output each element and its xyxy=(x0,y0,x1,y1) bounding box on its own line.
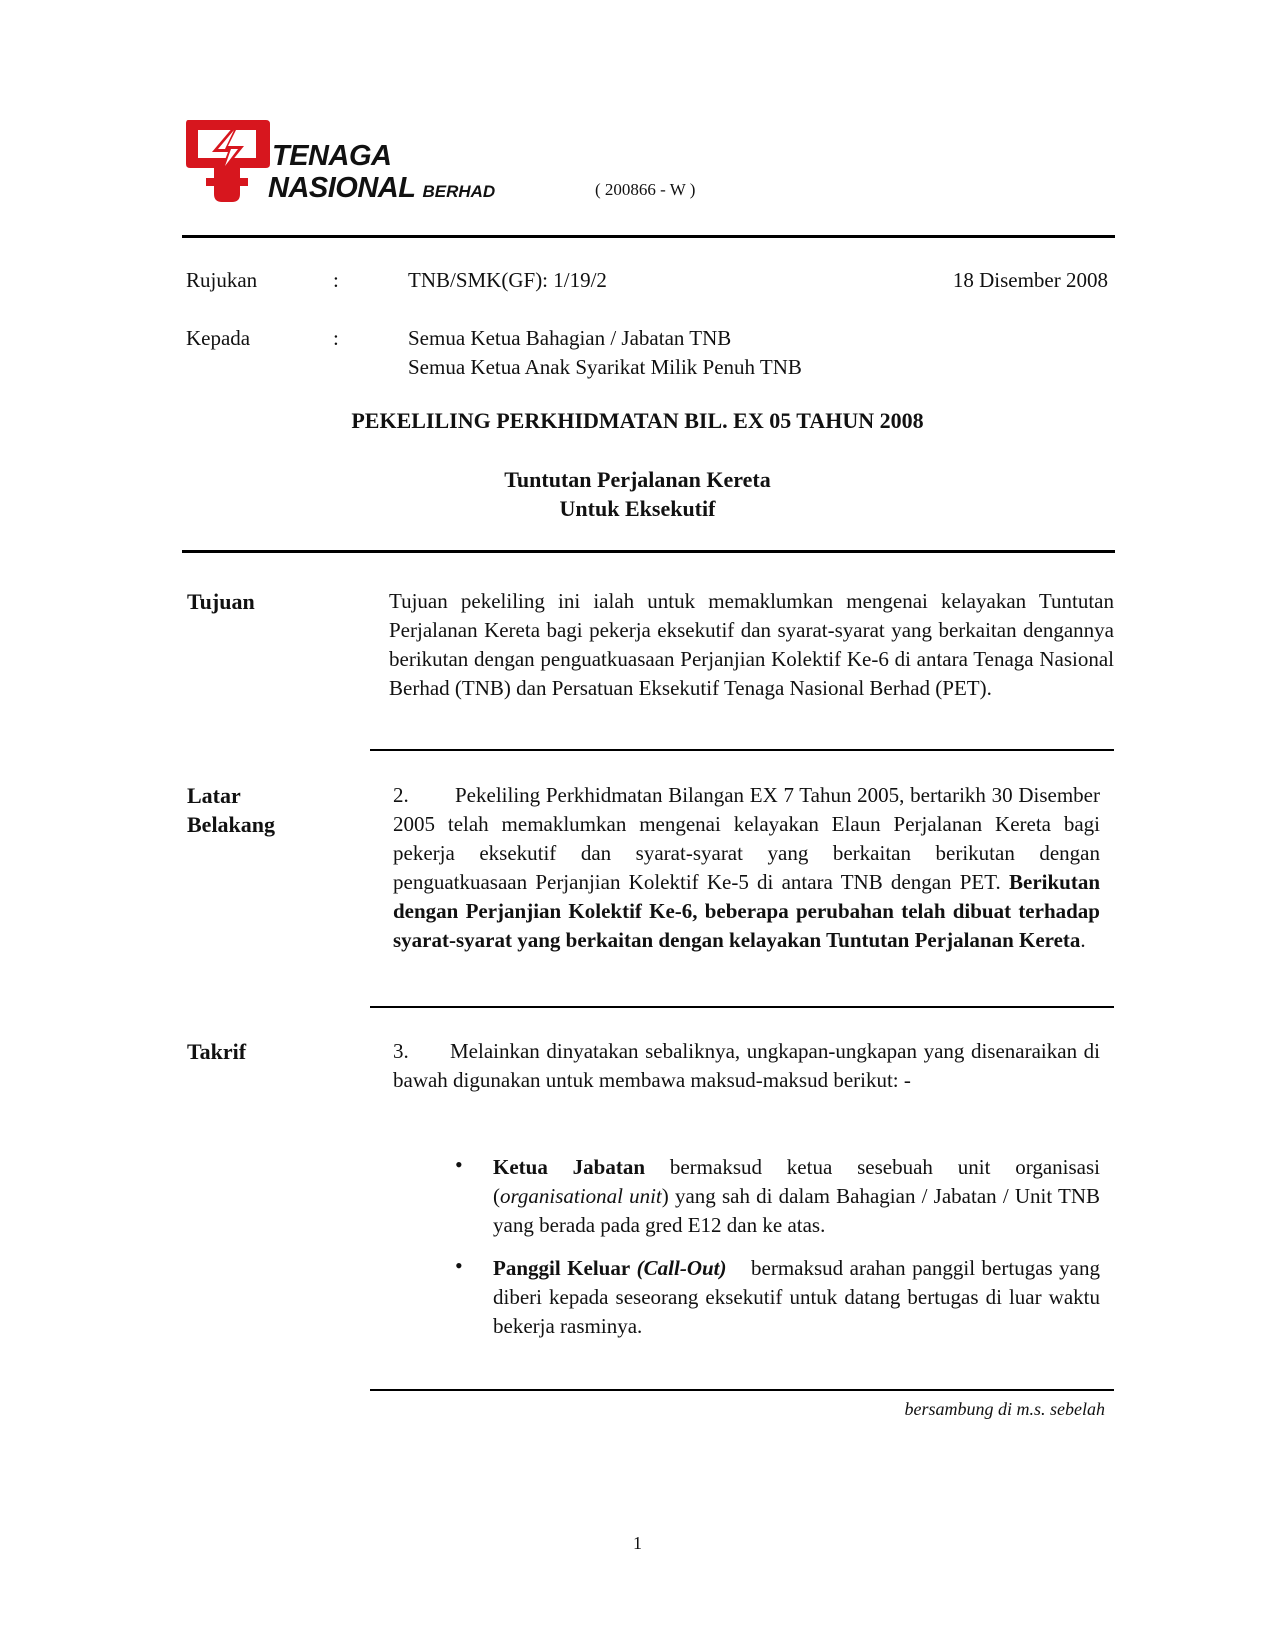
bullet2-text: bermaksud arahan panggil bertugas yang diberi kepada seseorang eksekutif untuk datang bertugas di luar waktu bekerja rasminya. xyxy=(493,1256,1101,1338)
bullet2-term: Panggil Keluar xyxy=(493,1256,631,1280)
kepada-label: Kepada xyxy=(186,326,251,350)
section-divider xyxy=(370,1006,1114,1008)
brand-name-nasional: NASIONAL xyxy=(268,172,415,204)
subtitle-line2: Untuk Eksekutif xyxy=(559,496,716,521)
latar-paragraph xyxy=(393,781,1100,955)
kepada-line1: Semua Ketua Bahagian / Jabatan TNB xyxy=(408,326,732,350)
takrif-text: Melainkan dinyatakan sebaliknya, ungkapan-ungkapan yang disenaraikan di bawah digunakan untuk membawa maksud-maksud berikut: - xyxy=(393,1039,1100,1092)
bullet1-term: Ketua Jabatan xyxy=(493,1155,646,1179)
bullet-icon: • xyxy=(455,1253,463,1278)
page-title: PEKELILING PERKHIDMATAN BIL. EX 05 TAHUN 2008 xyxy=(351,408,924,433)
rujukan-colon: : xyxy=(333,268,339,292)
bullet1-text-b: ) yang sah di dalam Bahagian / Jabatan / Unit TNB yang berada pada gred E12 dan ke atas. xyxy=(493,1184,1100,1237)
title-rule xyxy=(182,550,1115,553)
footer-rule xyxy=(370,1389,1114,1391)
latar-bold-text: Berikutan dengan Perjanjian Kolektif Ke-6, beberapa perubahan telah dibuat terhadap syarat-syarat yang berkaitan dengan kelayakan Tuntutan Perjalanan Kereta xyxy=(393,870,1101,952)
document-date: 18 Disember 2008 xyxy=(952,268,1108,292)
bullet-panggil-keluar xyxy=(493,1254,1100,1341)
latar-end: . xyxy=(1080,928,1086,952)
company-reg-no: ( 200866 - W ) xyxy=(595,180,696,199)
rujukan-value: TNB/SMK(GF): 1/19/2 xyxy=(408,268,607,292)
takrif-paragraph xyxy=(393,1037,1100,1095)
brand-name-berhad: BERHAD xyxy=(422,182,496,201)
header-rule xyxy=(182,235,1115,238)
section-divider xyxy=(370,749,1114,751)
tnb-logo-icon xyxy=(182,116,272,206)
bullet1-text-a: bermaksud ketua sesebuah unit organisasi ( xyxy=(493,1155,1100,1208)
rujukan-label: Rujukan xyxy=(186,268,258,292)
bullet1-italic: organisational unit xyxy=(500,1184,662,1208)
subtitle-line1: Tuntutan Perjalanan Kereta xyxy=(504,467,771,492)
bullet-ketua-jabatan xyxy=(493,1153,1100,1240)
latar-text: Pekeliling Perkhidmatan Bilangan EX 7 Tahun 2005, bertarikh 30 Disember 2005 telah memaklumkan mengenai kelayakan Elaun Perjalanan Kereta bagi pekerja eksekutif dan syarat-syarat yang berkaitan berikutan dengan penguatkuasaan Perjanjian Kolektif Ke-5 di antara TNB dengan PET. xyxy=(393,783,1100,894)
bullet2-term-italic: (Call-Out) xyxy=(636,1256,727,1280)
tujuan-paragraph: Tujuan pekeliling ini ialah untuk memaklumkan mengenai kelayakan Tuntutan Perjalanan Kereta bagi pekerja eksekutif dan syarat-syarat yang berkaitan dengannya berikutan dengan penguatkuasaan Perjanjian Kolektif Ke-6 di antara Tenaga Nasional Berhad (TNB) dan Persatuan Eksekutif Tenaga Nasional Berhad (PET). xyxy=(389,589,1114,700)
latar-number: 2. xyxy=(393,783,409,807)
kepada-colon: : xyxy=(333,326,339,350)
latar-label-line2: Belakang xyxy=(187,812,276,837)
brand-name-line2 xyxy=(268,172,495,205)
brand-name-line1: TENAGA xyxy=(272,140,392,172)
page-number: 1 xyxy=(633,1533,642,1553)
latar-label-line1: Latar xyxy=(187,783,241,808)
takrif-number: 3. xyxy=(393,1039,409,1063)
kepada-line2: Semua Ketua Anak Syarikat Milik Penuh TNB xyxy=(408,355,802,379)
section-label-latar-belakang xyxy=(187,781,275,839)
section-label-takrif: Takrif xyxy=(187,1039,247,1064)
section-label-tujuan: Tujuan xyxy=(187,589,255,614)
continued-note: bersambung di m.s. sebelah xyxy=(904,1399,1105,1419)
bullet-icon: • xyxy=(455,1152,463,1177)
